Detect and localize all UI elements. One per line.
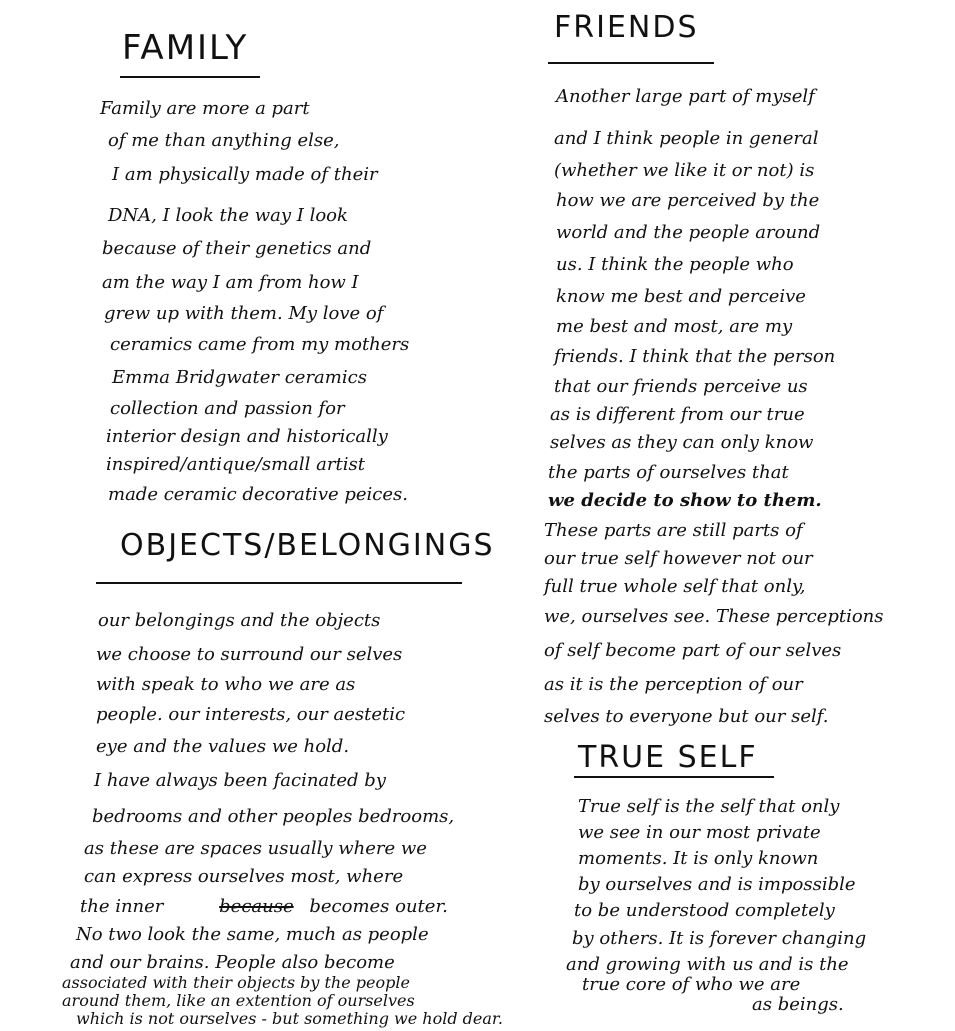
text-line: am the way I am from how I <box>102 272 359 293</box>
text-line: that our friends perceive us <box>554 376 808 397</box>
text-line: the parts of ourselves that <box>548 462 789 483</box>
text-line: collection and passion for <box>110 398 345 419</box>
text-line: and I think people in general <box>554 128 819 149</box>
text-line: our belongings and the objects <box>98 610 381 631</box>
crossed-out-word: because <box>219 896 294 917</box>
text-line: we, ourselves see. These perceptions <box>544 606 884 627</box>
true-self-underline <box>574 776 774 778</box>
text-line: DNA, I look the way I look <box>108 205 348 226</box>
text-line: true core of who we are <box>582 974 801 995</box>
text-line: (whether we like it or not) is <box>554 160 815 181</box>
text-line: people. our interests, our aestetic <box>96 704 406 725</box>
text-line: around them, like an extention of ourselves <box>62 991 415 1010</box>
text-line: which is not ourselves - but something we hold dear. <box>76 1009 503 1028</box>
text-line: grew up with them. My love of <box>104 303 384 324</box>
text-line: Another large part of myself <box>556 86 815 107</box>
text-line: made ceramic decorative peices. <box>108 484 408 505</box>
text-line: can express ourselves most, where <box>84 866 404 887</box>
text-line: to be understood completely <box>574 900 835 921</box>
text-line: we see in our most private <box>578 822 821 843</box>
text-line: inspired/antique/small artist <box>106 454 365 475</box>
family-underline <box>120 76 260 78</box>
text-line: No two look the same, much as people <box>76 924 429 945</box>
text-line: moments. It is only known <box>578 848 819 869</box>
family-heading: FAMILY <box>122 28 249 68</box>
text-line: Family are more a part <box>100 98 310 119</box>
text-line: by ourselves and is impossible <box>578 874 856 895</box>
text-line: ceramics came from my mothers <box>110 334 410 355</box>
text-line: bedrooms and other peoples bedrooms, <box>92 806 455 827</box>
line-continuation: becomes outer. <box>309 896 448 917</box>
text-line: we decide to show to them. <box>548 490 822 511</box>
inner-text: the inner <box>80 896 164 917</box>
text-line: our true self however not our <box>544 548 813 569</box>
friends-heading: FRIENDS <box>554 10 699 45</box>
text-line: as it is the perception of our <box>544 674 803 695</box>
text-line: associated with their objects by the people <box>62 973 410 992</box>
text-line: as these are spaces usually where we <box>84 838 427 859</box>
text-line: friends. I think that the person <box>554 346 836 367</box>
text-line: us. I think the people who <box>556 254 794 275</box>
text-line: as beings. <box>752 994 844 1015</box>
text-line: eye and the values we hold. <box>96 736 350 757</box>
text-line <box>80 896 448 918</box>
text-line: and growing with us and is the <box>566 954 849 975</box>
text-line: Emma Bridgwater ceramics <box>112 367 367 388</box>
text-line: full true whole self that only, <box>544 576 806 597</box>
text-line: selves as they can only know <box>550 432 814 453</box>
text-line: True self is the self that only <box>578 796 840 817</box>
objects-belongings-underline <box>96 582 462 584</box>
text-line: interior design and historically <box>106 426 388 447</box>
text-line: These parts are still parts of <box>544 520 803 541</box>
text-line: me best and most, are my <box>556 316 793 337</box>
text-line: I am physically made of their <box>112 164 378 185</box>
text-line: we choose to surround our selves <box>96 644 403 665</box>
text-line: of me than anything else, <box>108 130 340 151</box>
text-line: of self become part of our selves <box>544 640 842 661</box>
text-line: world and the people around <box>556 222 821 243</box>
true-self-heading: TRUE SELF <box>578 740 758 775</box>
text-line: selves to everyone but our self. <box>544 706 829 727</box>
friends-underline <box>548 62 714 64</box>
text-line: because of their genetics and <box>102 238 372 259</box>
text-line: and our brains. People also become <box>70 952 395 973</box>
text-line: I have always been facinated by <box>94 770 386 791</box>
objects-belongings-heading: OBJECTS/BELONGINGS <box>120 528 495 563</box>
text-line: as is different from our true <box>550 404 805 425</box>
text-line: with speak to who we are as <box>96 674 356 695</box>
text-line: how we are perceived by the <box>556 190 820 211</box>
text-line: by others. It is forever changing <box>572 928 867 949</box>
text-line: know me best and perceive <box>556 286 806 307</box>
